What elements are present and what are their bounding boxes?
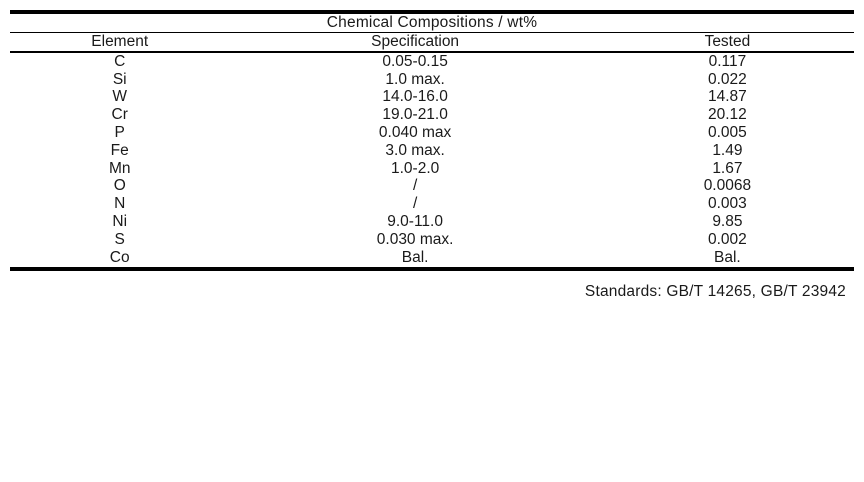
cell-specification: 9.0-11.0 bbox=[387, 213, 443, 231]
table-title: Chemical Compositions / wt% bbox=[326, 14, 538, 31]
cell-specification: 3.0 max. bbox=[385, 141, 445, 159]
table-row bbox=[10, 195, 854, 213]
cell-specification: 1.0 max. bbox=[385, 70, 445, 88]
cell-element: P bbox=[114, 124, 125, 142]
cell-element: O bbox=[113, 177, 126, 195]
chemical-composition-table bbox=[10, 14, 854, 267]
cell-tested: 0.0068 bbox=[703, 177, 752, 195]
cell-element: Fe bbox=[110, 141, 129, 159]
cell-element: N bbox=[114, 195, 126, 213]
column-header-specification: Specification bbox=[371, 33, 460, 51]
cell-tested: 0.117 bbox=[708, 52, 747, 70]
cell-tested: Bal. bbox=[714, 248, 741, 266]
cell-element: W bbox=[112, 88, 128, 106]
cell-specification: / bbox=[412, 177, 418, 195]
cell-element: Mn bbox=[108, 159, 131, 177]
cell-tested: 1.49 bbox=[712, 141, 743, 159]
cell-specification: 14.0-16.0 bbox=[382, 88, 448, 106]
table-body bbox=[10, 14, 854, 267]
table-top-border-wrap bbox=[10, 0, 854, 14]
cell-tested: 20.12 bbox=[708, 106, 747, 124]
table-header-row bbox=[10, 33, 854, 51]
cell-specification: 0.030 max. bbox=[376, 230, 454, 248]
cell-specification: 1.0-2.0 bbox=[390, 159, 440, 177]
column-header-tested: Tested bbox=[704, 33, 751, 51]
table-row bbox=[10, 177, 854, 195]
table-row bbox=[10, 213, 854, 231]
cell-specification: / bbox=[412, 195, 418, 213]
cell-tested: 9.85 bbox=[712, 213, 743, 231]
cell-specification: 19.0-21.0 bbox=[382, 106, 448, 124]
cell-specification: Bal. bbox=[401, 248, 429, 266]
cell-tested: 0.022 bbox=[708, 70, 747, 88]
table-title-row bbox=[10, 14, 854, 32]
table-row bbox=[10, 142, 854, 160]
cell-specification: 0.05-0.15 bbox=[382, 52, 448, 70]
table-row bbox=[10, 231, 854, 249]
table-row bbox=[10, 71, 854, 89]
standards-footnote: Standards: GB/T 14265, GB/T 23942 bbox=[584, 282, 846, 300]
cell-element: C bbox=[114, 52, 126, 70]
cell-element: Co bbox=[109, 248, 130, 266]
cell-tested: 1.67 bbox=[712, 159, 743, 177]
cell-element: Ni bbox=[112, 213, 128, 231]
cell-element: Cr bbox=[111, 106, 128, 124]
table-row bbox=[10, 53, 854, 71]
table-row bbox=[10, 124, 854, 142]
table-row bbox=[10, 88, 854, 106]
cell-tested: 0.002 bbox=[708, 230, 747, 248]
cell-element: Si bbox=[112, 70, 127, 88]
cell-element: S bbox=[114, 230, 125, 248]
cell-tested: 14.87 bbox=[708, 88, 747, 106]
column-header-element: Element bbox=[91, 33, 149, 51]
cell-tested: 0.003 bbox=[708, 195, 747, 213]
table-row bbox=[10, 160, 854, 178]
cell-specification: 0.040 max bbox=[378, 124, 452, 142]
cell-tested: 0.005 bbox=[708, 124, 747, 142]
table-row bbox=[10, 106, 854, 124]
table-row bbox=[10, 249, 854, 267]
